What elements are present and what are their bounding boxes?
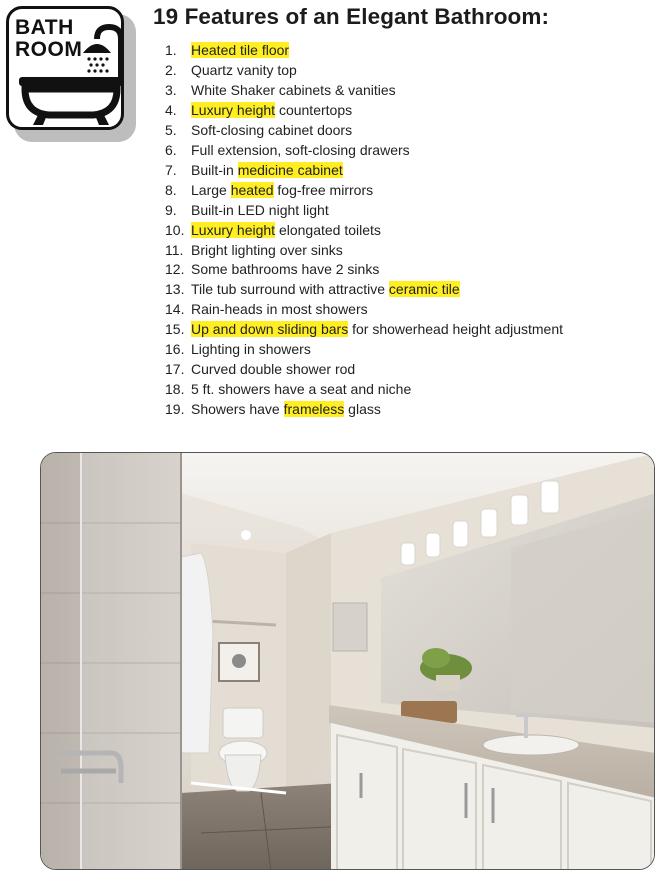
feature-number: 9. bbox=[165, 201, 177, 218]
feature-text: Soft-closing cabinet doors bbox=[191, 121, 353, 138]
logo-line-2: ROOM bbox=[15, 38, 83, 61]
feature-text: Full extension, soft-closing drawers bbox=[191, 141, 410, 158]
page-title: 19 Features of an Elegant Bathroom: bbox=[153, 4, 550, 29]
feature-item bbox=[165, 201, 563, 221]
feature-number: 3. bbox=[165, 81, 177, 98]
feature-highlight: Heated tile floor bbox=[191, 42, 290, 58]
feature-number: 4. bbox=[165, 101, 177, 118]
logo-line-1: BATH bbox=[15, 16, 74, 39]
feature-number: 6. bbox=[165, 141, 177, 158]
feature-item bbox=[165, 181, 563, 201]
feature-highlight: Luxury height bbox=[191, 221, 276, 238]
feature-text: Lighting in showers bbox=[191, 341, 311, 358]
feature-highlight: heated bbox=[230, 181, 274, 198]
feature-item bbox=[165, 101, 563, 121]
feature-number: 1. bbox=[165, 42, 177, 58]
feature-text: Large bbox=[191, 181, 231, 198]
feature-item bbox=[165, 121, 563, 141]
feature-text: fog-free mirrors bbox=[273, 181, 374, 198]
feature-item bbox=[165, 41, 563, 61]
feature-number: 18. bbox=[165, 381, 185, 398]
feature-number: 14. bbox=[165, 301, 185, 318]
feature-text: Built-in LED night light bbox=[191, 201, 329, 218]
feature-item bbox=[165, 320, 563, 340]
feature-text: White Shaker cabinets & vanities bbox=[191, 81, 396, 98]
feature-highlight: medicine cabinet bbox=[237, 161, 343, 178]
feature-number: 5. bbox=[165, 121, 177, 138]
feature-item bbox=[165, 141, 563, 161]
feature-highlight: Up and down sliding bars bbox=[191, 321, 349, 338]
logo-badge bbox=[6, 6, 124, 130]
feature-item bbox=[165, 81, 563, 101]
feature-text: 5 ft. showers have a seat and niche bbox=[191, 381, 412, 398]
feature-number: 15. bbox=[165, 321, 185, 338]
feature-text: elongated toilets bbox=[275, 221, 381, 238]
feature-text: Some bathrooms have 2 sinks bbox=[191, 261, 380, 278]
feature-highlight: frameless bbox=[283, 401, 345, 418]
feature-text: Curved double shower rod bbox=[191, 361, 356, 378]
feature-number: 2. bbox=[165, 61, 177, 78]
feature-item bbox=[165, 400, 563, 420]
feature-number: 17. bbox=[165, 361, 185, 378]
bath-room-logo bbox=[6, 6, 138, 146]
feature-list bbox=[165, 41, 563, 420]
feature-number: 16. bbox=[165, 341, 185, 358]
feature-item bbox=[165, 300, 563, 320]
feature-highlight: Luxury height bbox=[191, 101, 276, 118]
feature-item bbox=[165, 61, 563, 81]
feature-text: Built-in bbox=[191, 161, 238, 178]
feature-highlight: ceramic tile bbox=[388, 281, 460, 298]
feature-text: Tile tub surround with attractive bbox=[191, 281, 389, 298]
feature-number: 12. bbox=[165, 261, 185, 278]
feature-text: Quartz vanity top bbox=[191, 61, 297, 78]
feature-number: 11. bbox=[165, 241, 184, 258]
bathtub-shower-icon bbox=[9, 9, 127, 133]
feature-number: 8. bbox=[165, 181, 177, 198]
feature-text: Rain-heads in most showers bbox=[191, 301, 368, 318]
feature-item bbox=[165, 380, 563, 400]
feature-text: Bright lighting over sinks bbox=[191, 241, 343, 258]
feature-item bbox=[165, 161, 563, 181]
feature-text: glass bbox=[344, 401, 381, 418]
feature-text: Showers have bbox=[191, 401, 284, 418]
feature-text: for showerhead height adjustment bbox=[348, 321, 564, 338]
feature-number: 10. bbox=[165, 221, 185, 238]
feature-item bbox=[165, 360, 563, 380]
feature-item bbox=[165, 221, 563, 241]
feature-number: 13. bbox=[165, 281, 185, 298]
bathroom-photo bbox=[40, 452, 655, 870]
feature-item bbox=[165, 280, 563, 300]
bathroom-illustration bbox=[41, 453, 655, 870]
feature-item bbox=[165, 241, 563, 261]
feature-number: 19. bbox=[165, 401, 185, 418]
feature-number: 7. bbox=[165, 161, 177, 178]
feature-text: countertops bbox=[275, 101, 353, 118]
feature-item bbox=[165, 260, 563, 280]
feature-item bbox=[165, 340, 563, 360]
